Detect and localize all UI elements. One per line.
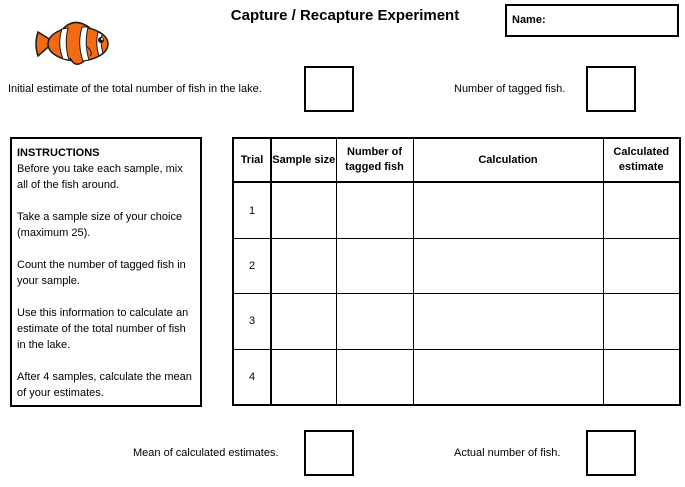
column-header-calculated-estimate: Calculated estimate (603, 138, 680, 182)
estimate-cell[interactable] (603, 238, 680, 293)
actual-fish-label: Actual number of fish. (454, 447, 561, 459)
initial-estimate-label: Initial estimate of the total number of fish in the lake. (8, 83, 262, 95)
column-header-calculation: Calculation (413, 138, 603, 182)
instructions-panel (10, 137, 202, 407)
calculation-cell[interactable] (413, 294, 603, 349)
tagged-fish-cell[interactable] (336, 238, 413, 293)
sample-size-cell[interactable] (271, 349, 336, 405)
actual-fish-box[interactable] (586, 430, 636, 476)
instruction-step: Before you take each sample, mix all of the fish around. (17, 163, 183, 191)
calculation-cell[interactable] (413, 349, 603, 405)
mean-estimate-label: Mean of calculated estimates. (133, 447, 279, 459)
name-label: Name: (512, 14, 546, 26)
instruction-step: Count the number of tagged fish in your sample. (17, 259, 186, 287)
column-header-sample-size: Sample size (271, 138, 336, 182)
trial-number: 4 (233, 349, 271, 405)
tagged-fish-cell[interactable] (336, 182, 413, 238)
instructions-heading: INSTRUCTIONS (17, 147, 100, 159)
name-field[interactable] (505, 4, 679, 37)
tagged-fish-cell[interactable] (336, 349, 413, 405)
sample-size-cell[interactable] (271, 238, 336, 293)
page-title: Capture / Recapture Experiment (230, 7, 460, 24)
trial-number: 1 (233, 182, 271, 238)
tagged-fish-label: Number of tagged fish. (454, 83, 566, 95)
mean-estimate-box[interactable] (304, 430, 354, 476)
trial-number: 2 (233, 238, 271, 293)
table-header-row (233, 138, 680, 182)
instruction-step: Take a sample size of your choice (maximum 25). (17, 211, 183, 239)
sample-size-cell[interactable] (271, 294, 336, 349)
table-row (233, 349, 680, 405)
instruction-step: Use this information to calculate an estimate of the total number of fish in the lake. (17, 307, 189, 351)
estimate-cell[interactable] (603, 294, 680, 349)
clownfish-image (32, 18, 116, 70)
tagged-fish-box[interactable] (586, 66, 636, 112)
instruction-step: After 4 samples, calculate the mean of your estimates. (17, 371, 192, 399)
tagged-fish-cell[interactable] (336, 294, 413, 349)
column-header-trial: Trial (233, 138, 271, 182)
initial-estimate-box[interactable] (304, 66, 354, 112)
results-table (232, 137, 681, 406)
calculation-cell[interactable] (413, 182, 603, 238)
column-header-tagged-fish: Number of tagged fish (336, 138, 413, 182)
trial-number: 3 (233, 294, 271, 349)
estimate-cell[interactable] (603, 182, 680, 238)
estimate-cell[interactable] (603, 349, 680, 405)
sample-size-cell[interactable] (271, 182, 336, 238)
calculation-cell[interactable] (413, 238, 603, 293)
table-row (233, 182, 680, 238)
table-row (233, 294, 680, 349)
table-row (233, 238, 680, 293)
